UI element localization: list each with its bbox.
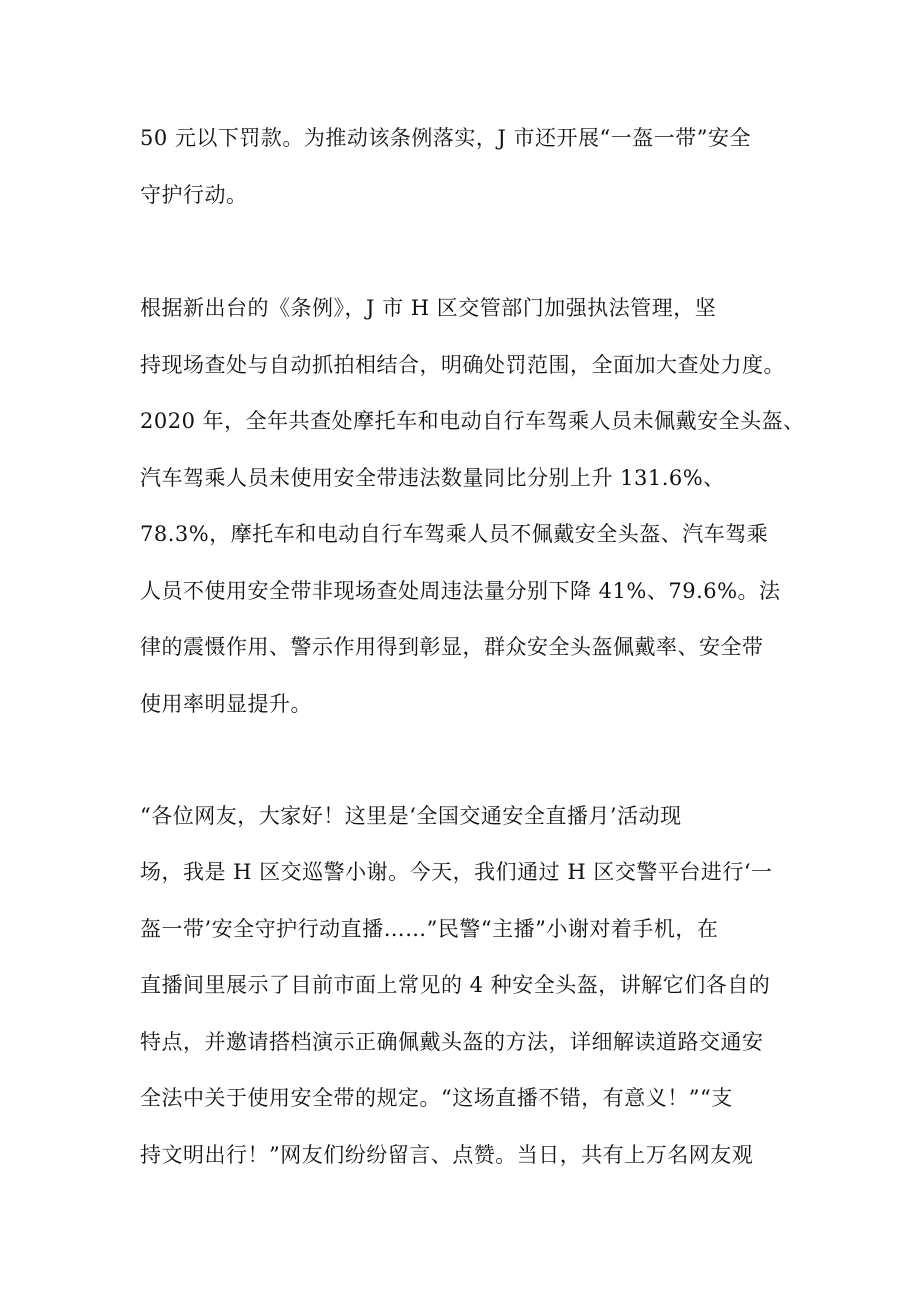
- text-line: 守护行动。: [140, 183, 248, 207]
- text-line: 78.3%，摩托车和电动自行车驾乘人员不佩戴安全头盔、汽车驾乘: [140, 522, 769, 546]
- text-line: 全法中关于使用安全带的规定。“这场直播不错，有意义！”“支: [140, 1086, 733, 1110]
- text-line: 根据新出台的《条例》，J 市 H 区交管部门加强执法管理，坚: [140, 296, 717, 320]
- text-line: 50 元以下罚款。为推动该条例落实，J 市还开展“一盔一带”安全: [140, 126, 751, 150]
- text-line: 持现场查处与自动抓拍相结合，明确处罚范围，全面加大查处力度。: [140, 353, 785, 377]
- text-line: 汽车驾乘人员未使用安全带违法数量同比分别上升 131.6%、: [140, 466, 725, 490]
- text-line: 持文明出行！”网友们纷纷留言、点赞。当日，共有上万名网友观: [140, 1143, 754, 1167]
- text-line: 使用率明显提升。: [140, 692, 312, 716]
- text-line: 场，我是 H 区交巡警小谢。今天，我们通过 H 区交警平台进行‘一: [140, 860, 773, 884]
- text-line: 盔一带’安全守护行动直播……”民警“主播”小谢对着手机，在: [140, 917, 719, 941]
- text-line: 律的震慑作用、警示作用得到彰显，群众安全头盔佩戴率、安全带: [140, 635, 764, 659]
- text-line: 人员不使用安全带非现场查处周违法量分别下降 41%、79.6%。法: [140, 579, 781, 603]
- text-line: 直播间里展示了目前市面上常见的 4 种安全头盔，讲解它们各自的: [140, 973, 771, 997]
- text-line: “各位网友，大家好！这里是‘全国交通安全直播月’活动现: [140, 804, 682, 828]
- text-line: 2020 年，全年共查处摩托车和电动自行车驾乘人员未佩戴安全头盔、: [140, 409, 805, 433]
- text-line: 特点，并邀请搭档演示正确佩戴头盔的方法，详细解读道路交通安: [140, 1030, 764, 1054]
